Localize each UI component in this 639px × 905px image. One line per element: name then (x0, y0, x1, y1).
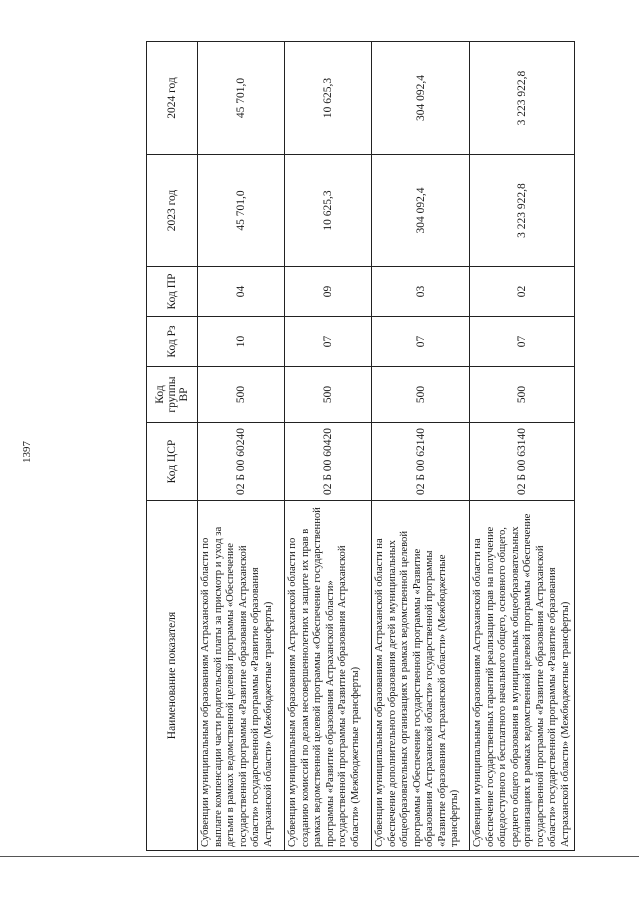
page-number: 1397 (21, 441, 33, 463)
row-2023: 3 223 922,8 (470, 155, 575, 267)
header-row (147, 42, 198, 851)
row-name: Субвенции муниципальным образованиям Астраханской области по выплате компенсации части родительской платы за присмотр и уход за детьми в рамках ведомственной целевой программы «Обеспечение государственной программы «Развитие образования Астраханской области» государственной программы «Развитие образования Астраханской области» (Межбюджетные трансферты) (198, 501, 285, 851)
column-header-2023: 2023 год (147, 155, 198, 267)
column-header-rz: Код Рз (147, 317, 198, 367)
row-rz: 07 (372, 317, 470, 367)
column-header-vr: Код группы ВР (147, 367, 198, 423)
row-name: Субвенции муниципальным образованиям Астраханской области по созданию комиссий по делам несовершеннолетних и защите их прав в рамках ведомственной целевой программы «Обеспечение государственной программы «Развитие образования Астраханской области» государственной программы «Развитие образования Астраханской области» (Межбюджетные трансферты) (285, 501, 372, 851)
row-vr: 500 (372, 367, 470, 423)
row-rz: 10 (198, 317, 285, 367)
row-2024: 3 223 922,8 (470, 42, 575, 155)
row-rz: 07 (470, 317, 575, 367)
table-row (372, 42, 470, 851)
row-2024: 45 701,0 (198, 42, 285, 155)
row-2023: 45 701,0 (198, 155, 285, 267)
table-row (470, 42, 575, 851)
table-row (198, 42, 285, 851)
column-header-2024: 2024 год (147, 42, 198, 155)
column-header-csr: Код ЦСР (147, 423, 198, 501)
row-rz: 07 (285, 317, 372, 367)
row-csr: 02 Б 00 63140 (470, 423, 575, 501)
row-vr: 500 (285, 367, 372, 423)
budget-table (146, 41, 575, 851)
row-csr: 02 Б 00 60420 (285, 423, 372, 501)
column-header-name: Наименование показателя (147, 501, 198, 851)
row-pr: 02 (470, 267, 575, 317)
row-pr: 03 (372, 267, 470, 317)
row-2023: 10 625,3 (285, 155, 372, 267)
table-row (285, 42, 372, 851)
row-csr: 02 Б 00 62140 (372, 423, 470, 501)
row-name: Субвенции муниципальным образованиям Астраханской области на обеспечение дополнительного образования детей в муниципальных общеобразовательных организациях в рамках ведомственной целевой программы «Обеспечение государственной программы «Развитие образования Астраханской области» государственной программы «Развитие образования Астраханской области» (Межбюджетные трансферты) (372, 501, 470, 851)
rotated-table-container (146, 42, 571, 851)
row-2024: 10 625,3 (285, 42, 372, 155)
row-2024: 304 092,4 (372, 42, 470, 155)
column-header-pr: Код ПР (147, 267, 198, 317)
row-pr: 09 (285, 267, 372, 317)
row-vr: 500 (470, 367, 575, 423)
row-name: Субвенции муниципальным образованиям Астраханской области на обеспечение государственных гарантий реализации прав на получение общедоступного и бесплатного начального общего, основного общего, среднего общего образования в муниципальных общеобразовательных организациях в рамках ведомственной целевой программы «Обеспечение государственной программы «Развитие образования Астраханской области» государственной программы «Развитие образования Астраханской области» (Межбюджетные трансферты) (470, 501, 575, 851)
row-2023: 304 092,4 (372, 155, 470, 267)
row-pr: 04 (198, 267, 285, 317)
row-vr: 500 (198, 367, 285, 423)
bottom-rule (0, 856, 639, 857)
row-csr: 02 Б 00 60240 (198, 423, 285, 501)
